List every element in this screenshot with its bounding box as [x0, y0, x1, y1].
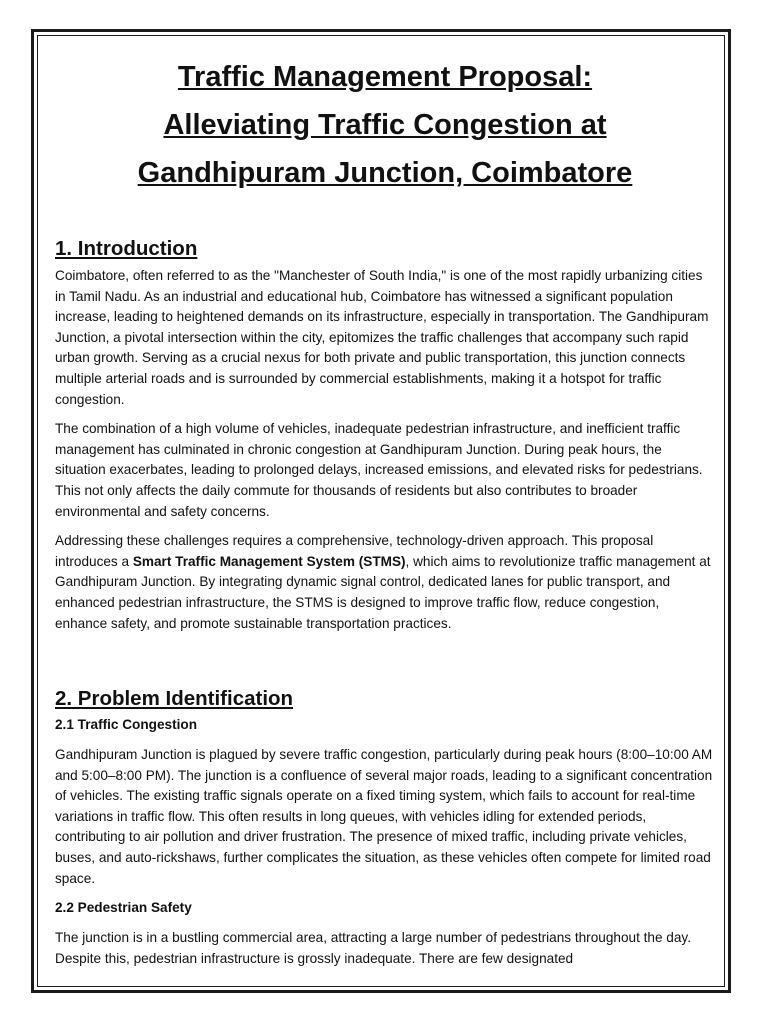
- traffic-congestion-heading: 2.1 Traffic Congestion: [55, 717, 198, 733]
- title-line-1: Traffic Management Proposal:: [177, 61, 593, 93]
- problem-heading: 2. Problem Identification: [55, 687, 294, 711]
- title-line-2: Alleviating Traffic Congestion at: [163, 109, 607, 141]
- stms-term: Smart Traffic Management System (STMS): [132, 553, 406, 569]
- document-body: [55, 50, 715, 969]
- introduction-p3-lead: Addressing these challenges requires a comprehensive, technology-driven approach. This proposal introduces a: [55, 533, 654, 569]
- traffic-congestion-paragraph: Gandhipuram Junction is plagued by severe traffic congestion, particularly during peak hours (8:00–10:00 AM and 5:00–8:00 PM). The junction is a confluence of several major roads, leading to a significant concentration of vehicles. The existing traffic signals operate on a fixed timing system, which fails to account for real-time variations in traffic flow. This often results in long queues, with vehicles idling for extended periods, contributing to air pollution and driver frustration. The presence of mixed traffic, including private vehicles, buses, and auto-rickshaws, further complicates the situation, as these vehicles often compete for limited road space.: [55, 747, 713, 886]
- section-introduction: [55, 236, 715, 634]
- document-title: [55, 53, 715, 197]
- introduction-paragraph-3: [55, 531, 715, 634]
- pedestrian-safety-heading: 2.2 Pedestrian Safety: [55, 900, 192, 916]
- pedestrian-safety-paragraph: The junction is in a bustling commercial area, attracting a large number of pedestrians throughout the day. Despite this, pedestrian infrastructure is grossly inadequate. There are few designated: [55, 930, 691, 966]
- introduction-heading: 1. Introduction: [55, 237, 198, 260]
- introduction-p3-rest: , which aims to revolutionize traffic management at Gandhipuram Junction. By integrating dynamic signal control, dedicated lanes for public transport, and enhanced pedestrian infrastructure, the STMS is designed to improve traffic flow, reduce congestion, enhance safety, and promote sustainable transportation practices.: [55, 553, 711, 631]
- introduction-paragraph-2: The combination of a high volume of vehicles, inadequate pedestrian infrastructure, and inefficient traffic management has culminated in chronic congestion at Gandhipuram Junction. During peak hours, the situation exacerbates, leading to prolonged delays, increased emissions, and elevated risks for pedestrians. This not only affects the daily commute for thousands of residents but also contributes to broader environmental and safety concerns.: [55, 421, 703, 519]
- section-problem-identification: [55, 686, 715, 969]
- title-line-3: Gandhipuram Junction, Coimbatore: [137, 157, 633, 189]
- introduction-paragraph-1: Coimbatore, often referred to as the "Manchester of South India," is one of the most rapidly urbanizing cities in Tamil Nadu. As an industrial and educational hub, Coimbatore has witnessed a significant population increase, leading to heightened demands on its infrastructure, especially in transportation. The Gandhipuram Junction, a pivotal intersection within the city, epitomizes the traffic challenges that accompany such rapid urban growth. Serving as a crucial nexus for both private and public transportation, this junction connects multiple arterial roads and is surrounded by commercial establishments, making it a hotspot for traffic congestion.: [55, 268, 709, 407]
